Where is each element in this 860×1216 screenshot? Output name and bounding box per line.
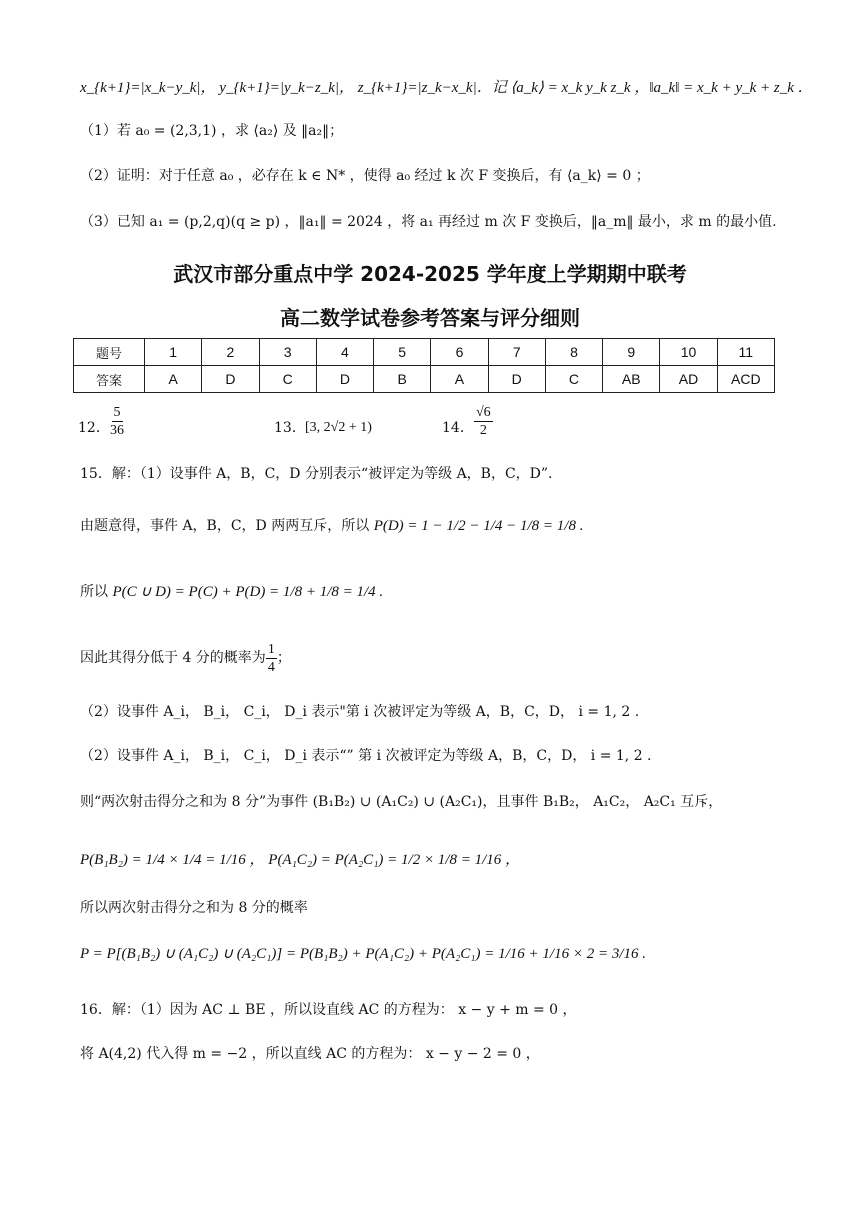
table-cell: 9 [603,339,660,366]
q16-line1: 16．解：（1）因为 AC ⊥ BE ，所以设直线 AC 的方程为： x − y + m = 0 ， [80,1002,577,1018]
q15-line2-formula: P(D) = 1 − 1/2 − 1/4 − 1/8 = 1/8 . [373,518,584,534]
problem-part1: （1）若 a₀ = (2,3,1) ，求 ⟨a₂⟩ 及 ‖a₂‖； [80,123,344,139]
answer-table [73,338,775,393]
q15-line8: P(B₁B₂) = 1/4 × 1/4 = 1/16 ， P(A₁C₂) = P(A₂C₁) = 1/2 × 1/8 = 1/16 ， [80,852,521,868]
q12-denominator: 36 [110,423,124,438]
q13-label: 13． [274,420,306,436]
table-cell: 6 [431,339,488,366]
answer-key-title: 高二数学试卷参考答案与评分细则 [280,306,580,330]
table-cell: 2 [202,339,259,366]
table-cell: 1 [145,339,202,366]
problem-part2: （2）证明：对于任意 a₀ ，必存在 k ∈ N* ，使得 a₀ 经过 k 次 F 变换后，有 ⟨a_k⟩ = 0 ； [80,168,650,184]
q12-numerator: 5 [113,405,121,420]
q15-line3-formula: P(C ∪ D) = P(C) + P(D) = 1/8 + 1/8 = 1/4 . [112,584,384,600]
q15-line4 [80,640,800,676]
table-row-answers [74,366,775,393]
table-cell: C [259,366,316,393]
table-cell: ACD [717,366,774,393]
q15-line9: 所以两次射击得分之和为 8 分的概率 [80,900,308,916]
table-cell: AB [603,366,660,393]
problem-part3: （3）已知 a₁ = (p,2,q)(q ≥ p) ，‖a₁‖ = 2024 ，将 a₁ 再经过 m 次 F 变换后，‖a_m‖ 最小，求 m 的最小值. [80,214,777,230]
q16-line2: 将 A(4,2) 代入得 m = −2 ，所以直线 AC 的方程为： x − y − 2 = 0 ， [80,1046,540,1062]
exam-title: 武汉市部分重点中学 2024-2025 学年度上学期期中联考 [173,262,687,286]
q15-line2-text: 由题意得，事件 A，B，C，D 两两互斥，所以 [80,518,370,534]
q15-line6: （2）设事件 A_i， B_i， C_i， D_i 表示“” 第 i 次被评定为等级 A，B，C，D， i = 1, 2 . [80,748,652,764]
row-label-number: 题号 [74,339,145,366]
q15-line4-text: 因此其得分低于 4 分的概率为 [80,650,266,666]
table-cell: B [374,366,431,393]
q15-line5: （2）设事件 A_i， B_i， C_i， D_i 表示"第 i 次被评定为等级 A，B，C，D， i = 1, 2 . [80,704,640,720]
q15-line4-numerator: 1 [267,641,275,657]
q15-line3 [80,582,800,602]
q14-answer [474,404,493,439]
q15-line4-denominator: 4 [267,659,275,675]
table-cell: 7 [488,339,545,366]
q15-line2 [80,516,800,536]
q15-line1: 15．解：（1）设事件 A，B，C，D 分别表示“被评定为等级 A，B，C，D”. [80,466,553,482]
table-cell: A [431,366,488,393]
table-cell: AD [660,366,717,393]
q14-denominator: 2 [479,423,487,438]
q13-answer: [3, 2√2 + 1) [305,420,372,435]
table-row-numbers [74,339,775,366]
q12-label: 12． [78,420,110,436]
table-cell: C [545,366,602,393]
table-cell: D [316,366,373,393]
q12-answer [108,404,126,439]
q15-line3-text: 所以 [80,584,108,600]
table-cell: A [145,366,202,393]
table-cell: 10 [660,339,717,366]
q15-line7: 则“两次射击得分之和为 8 分”为事件 (B₁B₂) ∪ (A₁C₂) ∪ (A₂C₁)，且事件 B₁B₂， A₁C₂， A₂C₁ 互斥， [80,794,723,810]
table-cell: 11 [717,339,774,366]
table-cell: 3 [259,339,316,366]
row-label-answer: 答案 [74,366,145,393]
table-cell: D [202,366,259,393]
q14-numerator: √6 [476,405,491,420]
q15-line10: P = P[(B₁B₂) ∪ (A₁C₂) ∪ (A₂C₁)] = P(B₁B₂) + P(A₁C₂) + P(A₂C₁) = 1/16 + 1/16 × 2 = 3/16 . [80,946,646,962]
q14-label: 14． [442,420,474,436]
table-cell: 5 [374,339,431,366]
problem-def-line: x_{k+1}=|x_k−y_k|， y_{k+1}=|y_k−z_k|， z_{k+1}=|z_k−x_k|．记 ⟨a_k⟩ = x_k y_k z_k ，‖a_k‖ = x_k + y_k + z_k ． [80,80,813,96]
table-cell: D [488,366,545,393]
q15-line4-tail: ； [276,650,291,666]
table-cell: 8 [545,339,602,366]
table-cell: 4 [316,339,373,366]
